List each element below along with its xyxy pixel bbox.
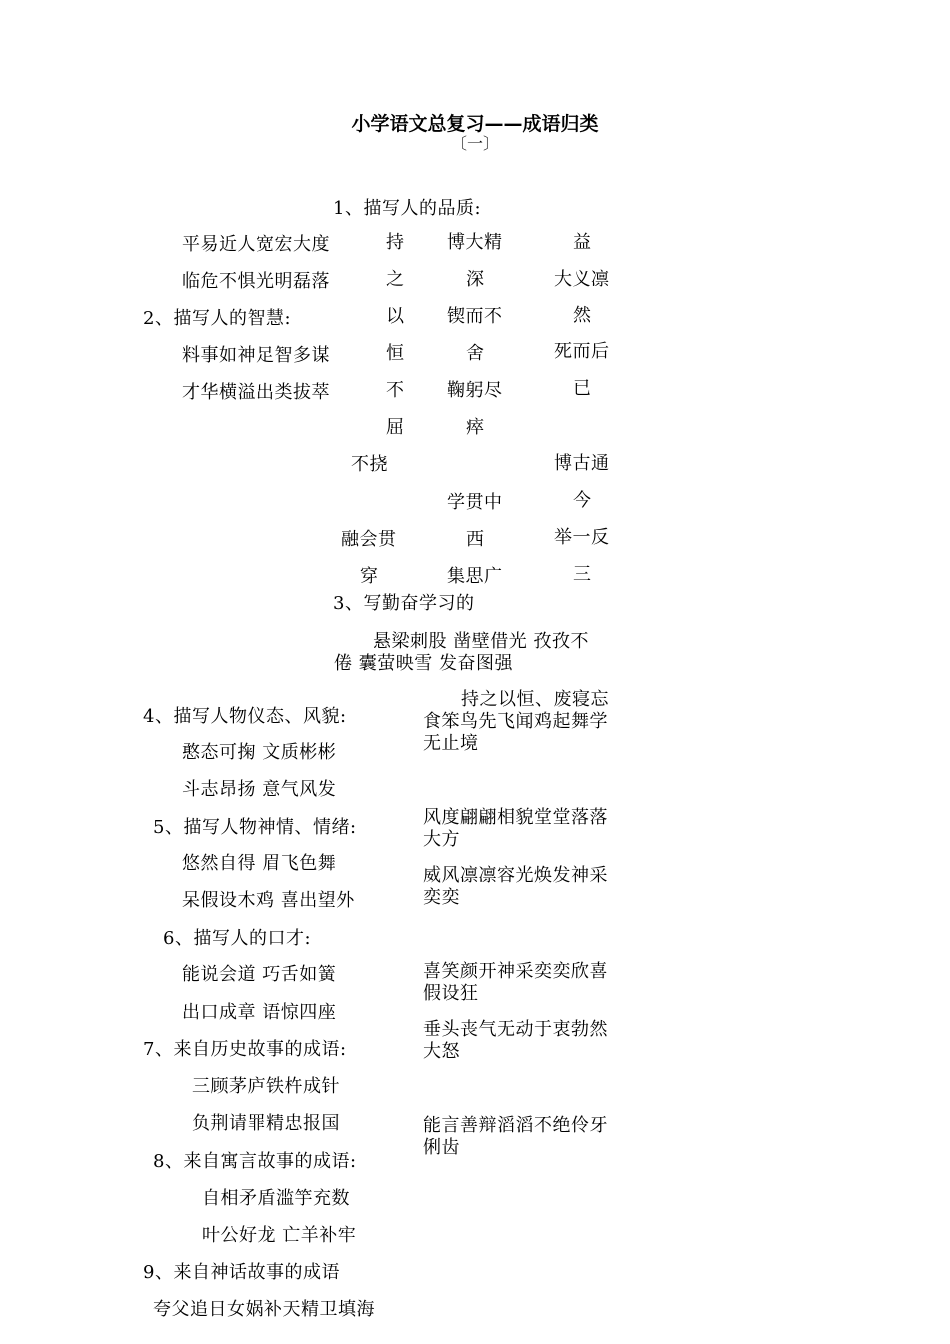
column-c-text: 死而后 (554, 341, 610, 362)
column-c-text: 已 (573, 378, 592, 399)
idiom-line: 自相矛盾滥竽充数 (202, 1188, 350, 1209)
column-b-text: 鞠躬尽 (447, 380, 503, 401)
section-heading-history: 7、来自历史故事的成语: (143, 1039, 347, 1060)
right-idiom-block: 垂头丧气无动于衷勃然大怒 (423, 1019, 608, 1062)
right-idiom-block: 风度翩翩相貌堂堂落落大方 (423, 807, 608, 850)
column-b-text: 锲而不 (447, 306, 503, 327)
idiom-line: 悠然自得 眉飞色舞 (182, 853, 337, 874)
column-a-char: 以 (386, 306, 405, 327)
column-c-text: 益 (573, 232, 592, 253)
right-idiom-block: 持之以恒、废寝忘食笨鸟先飞闻鸡起舞学无止境 (423, 689, 609, 754)
idiom-line: 才华横溢出类拔萃 (182, 382, 330, 403)
idiom-line: 负荆请罪精忠报国 (192, 1113, 340, 1134)
column-c-text: 大义凛 (554, 269, 610, 290)
idiom-line: 悬梁刺股 凿壁借光 孜孜不 (373, 631, 589, 652)
column-b-text: 深 (466, 269, 485, 290)
section-heading-diligence: 3、写勤奋学习的 (333, 593, 475, 614)
section-heading-fable: 8、来自寓言故事的成语: (153, 1151, 357, 1172)
idiom-line: 叶公好龙 亡羊补牢 (202, 1225, 357, 1246)
column-c-text: 博古通 (554, 453, 610, 474)
column-a-char: 之 (386, 269, 405, 290)
right-idiom-block: 能言善辩滔滔不绝伶牙俐齿 (423, 1115, 608, 1158)
column-c-text: 今 (573, 490, 592, 511)
idiom-line: 憨态可掬 文质彬彬 (182, 742, 337, 763)
idiom-line: 倦 囊萤映雪 发奋图强 (334, 653, 513, 674)
right-idiom-block: 威风凛凛容光焕发神采奕奕 (423, 865, 608, 908)
section-heading-emotion: 5、描写人物神情、情绪: (153, 817, 357, 838)
column-b-text: 集思广 (447, 566, 503, 587)
right-idiom-block: 喜笑颜开神采奕奕欣喜假设狂 (423, 961, 608, 1004)
column-c-text: 三 (573, 564, 592, 585)
column-b-text: 博大精 (447, 232, 503, 253)
column-b-text: 瘁 (466, 417, 485, 438)
column-b-text: 学贯中 (447, 492, 503, 513)
section-heading-wisdom: 2、描写人的智慧: (143, 308, 292, 329)
column-a-char: 屈 (386, 417, 405, 438)
column-c-text: 举一反 (554, 527, 610, 548)
idiom-line: 临危不惧光明磊落 (182, 271, 330, 292)
idiom-line: 三顾茅庐铁杵成针 (192, 1076, 340, 1097)
column-a-char: 持 (386, 232, 405, 253)
idiom-line: 料事如神足智多谋 (182, 345, 330, 366)
idiom-line: 平易近人宽宏大度 (182, 234, 330, 255)
column-a-char: 不 (386, 380, 405, 401)
idiom-line: 能说会道 巧舌如簧 (182, 964, 337, 985)
column-a-text: 融会贯 (341, 529, 397, 550)
document-title: 小学语文总复习——成语归类 (351, 113, 599, 135)
section-heading-myth: 9、来自神话故事的成语 (143, 1262, 340, 1283)
column-b-text: 西 (466, 529, 485, 550)
idiom-line: 呆假设木鸡 喜出望外 (182, 890, 355, 911)
section-heading-appearance: 4、描写人物仪态、风貌: (143, 706, 347, 727)
section-heading-eloquence: 6、描写人的口才: (163, 928, 312, 949)
section-heading-quality: 1、描写人的品质: (333, 198, 482, 219)
column-b-text: 舍 (466, 343, 485, 364)
column-a-char: 恒 (386, 343, 405, 364)
idiom-line: 夸父追日女娲补天精卫填海 (153, 1299, 375, 1320)
column-a-text: 穿 (360, 566, 379, 587)
idiom-line: 出口成章 语惊四座 (182, 1002, 337, 1023)
column-c-text: 然 (573, 305, 592, 326)
column-a-text: 不挠 (351, 454, 388, 475)
idiom-line: 斗志昂扬 意气风发 (182, 779, 337, 800)
document-subtitle: 〔一〕 (450, 134, 499, 153)
